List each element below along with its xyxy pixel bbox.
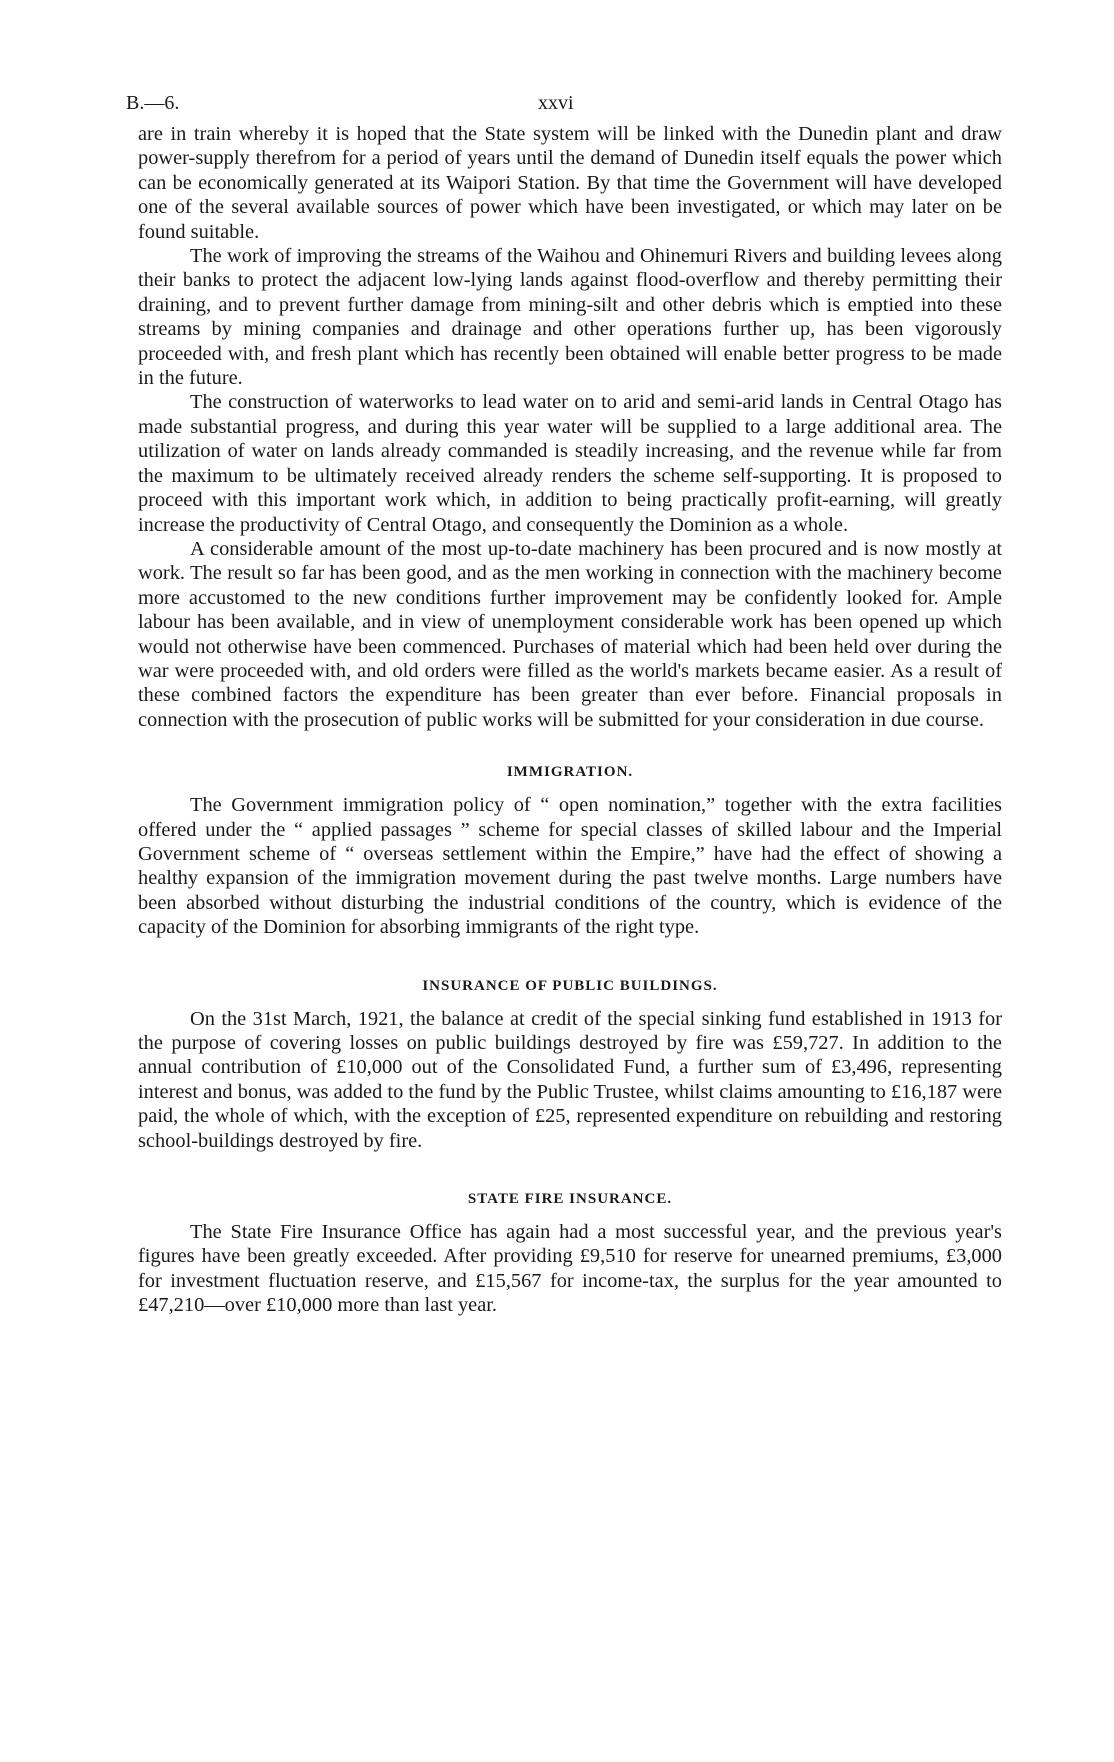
section-heading: INSURANCE OF PUBLIC BUILDINGS. [422, 977, 718, 994]
paragraph: On the 31st March, 1921, the balance at credit of the special sinking fund established in 1913 for the purpose of covering losses on public buildings destroyed by fire was £59,727. In addition to the annual contribution of £10,000 out of the Consolidated Fund, a further sum of £3,496, representing interest and bonus, was added to the fund by the Public Trustee, whilst claims amounting to £16,187 were paid, the whole of which, with the exception of £25, represented expenditure on rebuilding and restoring school-buildings destroyed by fire. [138, 1007, 1002, 1152]
section-heading: IMMIGRATION. [506, 764, 634, 781]
paragraph: The Government immigration policy of “ open nomination,” together with the extra facilities offered under the “ applied passages ” scheme for special classes of skilled labour and the Imperial Government scheme of “ overseas settlement within the Empire,” have had the effect of showing a healthy expansion of the immigration movement during the past twelve months. Large numbers have been absorbed without disturbing the industrial conditions of the country, which is evidence of the capacity of the Dominion for absorbing immigrants of the right type. [138, 794, 1002, 939]
section-insurance-public-buildings [138, 978, 1002, 1153]
paragraph: The work of improving the streams of the Waihou and Ohinemuri Rivers and building levees along their banks to protect the adjacent low-lying lands against flood-overflow and thereby permitting their draining, and to prevent further damage from mining-silt and other debris which is emptied into these streams by mining companies and drainage and other operations further up, has been vigorously proceeded with, and fresh plant which has recently been obtained will enable better progress to be made in the future. [138, 245, 1002, 390]
section-immigration [138, 764, 1002, 939]
paragraph: The State Fire Insurance Office has again had a most successful year, and the previous year's figures have been greatly exceeded. After providing £9,510 for reserve for unearned premiums, £3,000 for investment fluctuation reserve, and £15,567 for income-tax, the surplus for the year amounted to £47,210—over £10,000 more than last year. [138, 1221, 1002, 1317]
section-public-works [138, 122, 1002, 732]
page-number: xxvi [538, 92, 574, 114]
document-reference: B.—6. [126, 92, 180, 114]
page-header [126, 92, 1002, 122]
section-state-fire-insurance [138, 1191, 1002, 1318]
paragraph: A considerable amount of the most up-to-date machinery has been procured and is now mostly at work. The result so far has been good, and as the men working in connection with the machinery become more accustomed to the new conditions further improvement may be confidently looked for. Ample labour has been available, and in view of unemployment considerable work has been opened up which would not otherwise have been commenced. Purchases of material which had been held over during the war were proceeded with, and old orders were filled as the world's markets became easier. As a result of these combined factors the expenditure has been greater than ever before. Financial proposals in connection with the prosecution of public works will be submitted for your consideration in due course. [138, 537, 1002, 731]
paragraph: are in train whereby it is hoped that the State system will be linked with the Dunedin plant and draw power-supply therefrom for a period of years until the demand of Dunedin itself equals the power which can be economically generated at its Waipori Station. By that time the Government will have developed one of the several available sources of power which have been investigated, or which may later on be found suitable. [138, 123, 1002, 243]
document-page [126, 92, 1002, 1318]
section-heading: STATE FIRE INSURANCE. [467, 1191, 673, 1208]
paragraph: The construction of waterworks to lead water on to arid and semi-arid lands in Central Otago has made substantial progress, and during this year water will be supplied to a large additional area. The utilization of water on lands already commanded is steadily increasing, and the revenue while far from the maximum to be ultimately received already renders the scheme self-supporting. It is proposed to proceed with this important work which, in addition to being practically profit-earning, will greatly increase the productivity of Central Otago, and consequently the Dominion as a whole. [138, 391, 1002, 536]
